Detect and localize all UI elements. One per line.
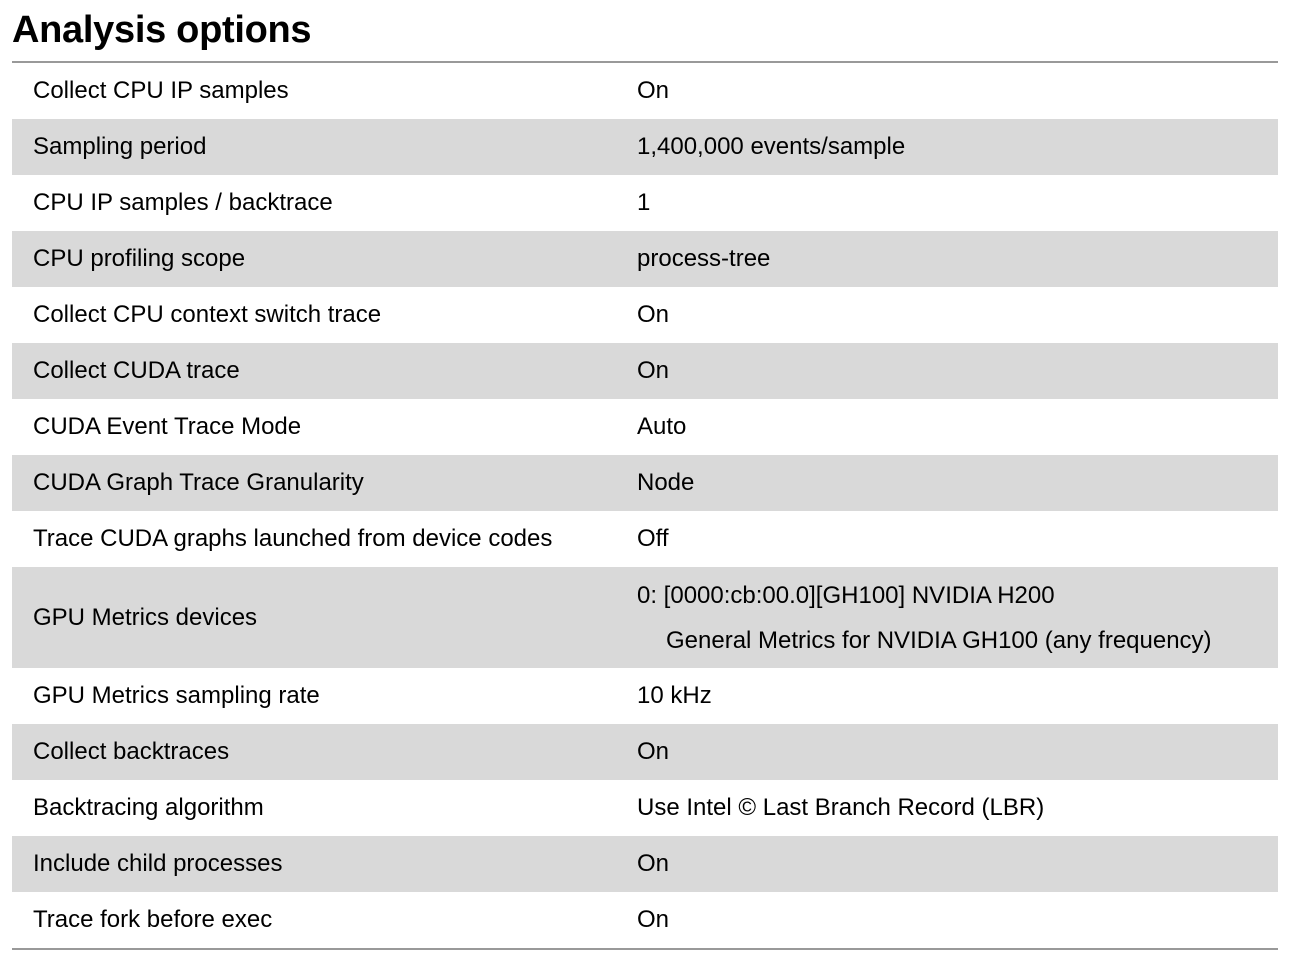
option-value: On [637,77,670,104]
option-label: CUDA Event Trace Mode [33,413,302,440]
option-value: On [637,301,670,328]
option-value-multiline [616,567,1278,668]
option-value: 10 kHz [637,682,712,709]
option-value: Off [637,525,669,552]
table-row [12,668,1278,724]
table-row [12,567,1278,668]
option-value: 1 [637,189,651,216]
option-value: Use Intel © Last Branch Record (LBR) [637,794,1045,821]
option-label: Include child processes [12,836,616,892]
table-row [12,836,1278,892]
table-row [12,231,1278,287]
option-value: On [616,836,1278,892]
option-label: Collect CUDA trace [12,343,616,399]
table-row [12,287,1278,343]
option-label: Trace fork before exec [33,906,273,933]
option-label: Backtracing algorithm [33,794,264,821]
table-row [12,399,1278,455]
table-row [12,119,1278,175]
option-value: Node [616,455,1278,511]
option-label: Collect backtraces [12,724,616,780]
option-value: On [637,906,670,933]
gpu-metrics-set-value: General Metrics for NVIDIA GH100 (any frequency) [666,626,1212,654]
option-value: On [616,724,1278,780]
option-label: GPU Metrics sampling rate [33,682,320,709]
option-label: CUDA Graph Trace Granularity [12,455,616,511]
option-label: Trace CUDA graphs launched from device codes [33,525,553,552]
table-row [12,780,1278,836]
table-row [12,511,1278,567]
table-row [12,724,1278,780]
option-label: Sampling period [12,119,616,175]
page-title: Analysis options [12,9,312,51]
option-value: Auto [637,413,687,440]
table-row [12,343,1278,399]
table-row [12,455,1278,511]
option-value: On [616,343,1278,399]
gpu-device-value: 0: [0000:cb:00.0][GH100] NVIDIA H200 [637,581,1055,609]
analysis-options-table [12,61,1278,950]
table-row [12,175,1278,231]
option-label: Collect CPU context switch trace [33,301,382,328]
table-row [12,62,1278,119]
option-value: process-tree [616,231,1278,287]
option-label: CPU IP samples / backtrace [33,189,333,216]
option-label: CPU profiling scope [12,231,616,287]
table-row [12,892,1278,949]
option-label: GPU Metrics devices [12,567,616,668]
option-label: Collect CPU IP samples [33,77,289,104]
option-value: 1,400,000 events/sample [616,119,1278,175]
